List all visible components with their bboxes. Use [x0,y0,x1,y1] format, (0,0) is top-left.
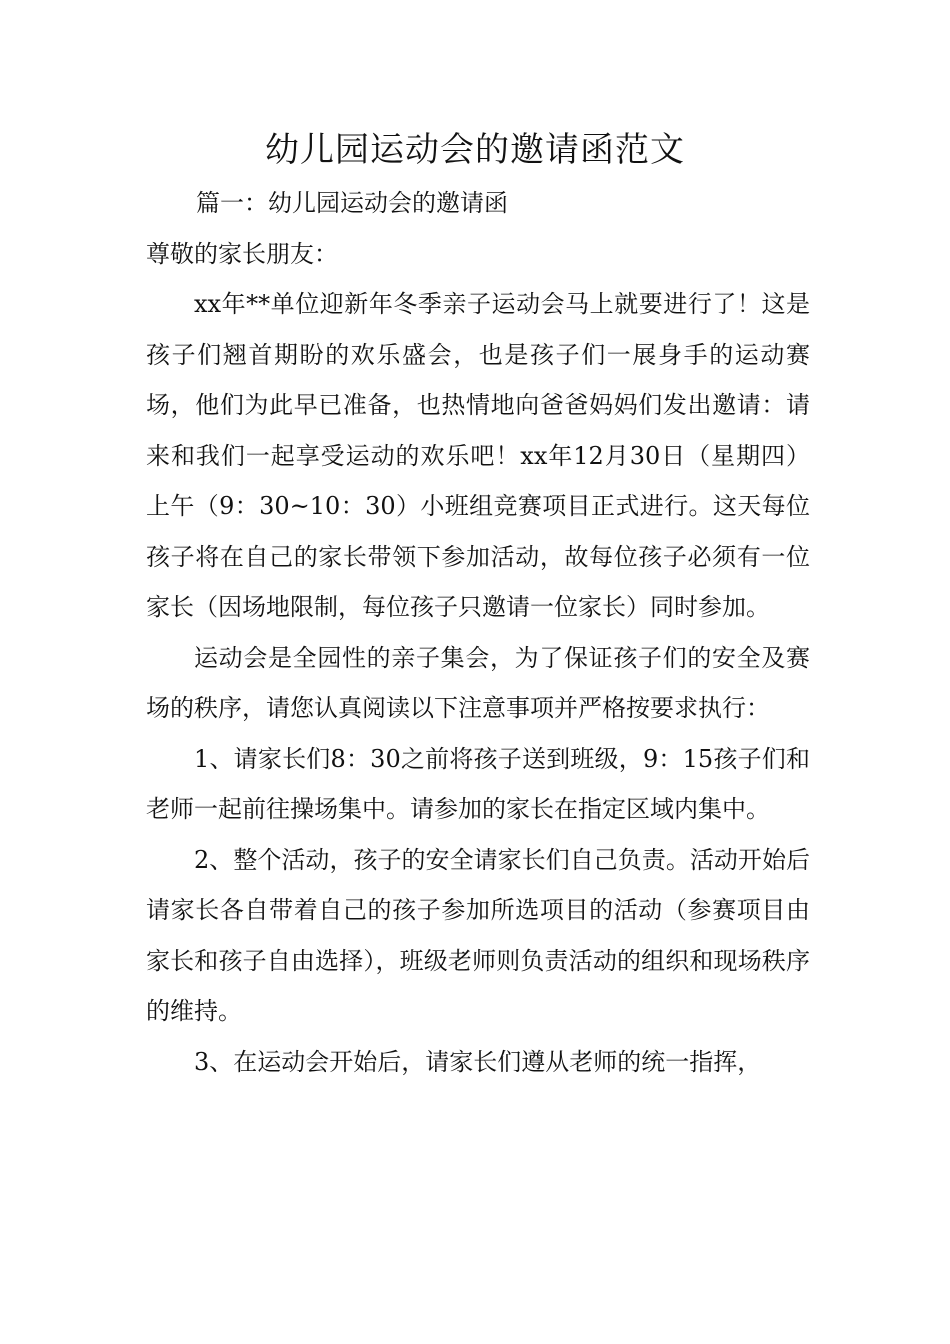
section-subtitle: 篇一：幼儿园运动会的邀请函 [196,189,508,217]
document-body [146,178,810,1087]
paragraph-item-3: 3、在运动会开始后，请家长们遵从老师的统一指挥， [194,1047,762,1076]
salutation: 尊敬的家长朋友： [146,239,338,268]
paragraph-item-1: 1、请家长们8：30之前将孩子送到班级，9：15孩子们和老师一起前往操场集中。请参加的家长在指定区域内集中。 [146,744,810,823]
paragraph-intro: xx年**单位迎新年冬季亲子运动会马上就要进行了！这是孩子们翘首期盼的欢乐盛会，也是孩子们一展身手的运动赛场，他们为此早已准备，也热情地向爸爸妈妈们发出邀请：请来和我们一起享受运动的欢乐吧！xx年12月30日（星期四）上午（9：30~10：30）小班组竞赛项目正式进行。这天每位孩子将在自己的家长带领下参加活动，故每位孩子必须有一位家长（因场地限制，每位孩子只邀请一位家长）同时参加。 [146,290,810,621]
paragraph-notice: 运动会是全园性的亲子集会，为了保证孩子们的安全及赛场的秩序，请您认真阅读以下注意事项并严格按要求执行： [146,643,810,722]
paragraph-item-2: 2、整个活动，孩子的安全请家长们自己负责。活动开始后请家长各自带着自己的孩子参加所选项目的活动（参赛项目由家长和孩子自由选择），班级老师则负责活动的组织和现场秩序的维持。 [146,845,810,1025]
document-title: 幼儿园运动会的邀请函范文 [265,130,685,170]
